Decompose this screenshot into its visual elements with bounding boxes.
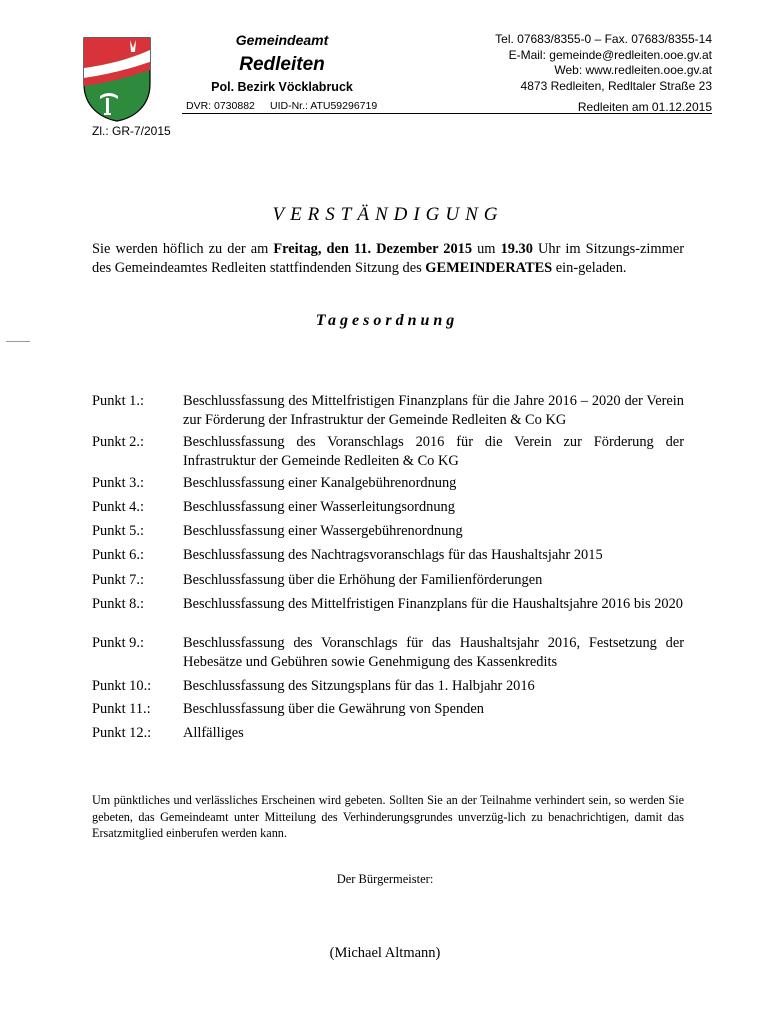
agenda-item (92, 522, 684, 541)
agenda-item-text: Beschlussfassung des Voranschlags 2016 für die Verein zur Förderung der Infrastruktur der Gemeinde Redleiten & Co KG (183, 434, 684, 469)
agenda-item-text: Allfälliges (183, 725, 244, 741)
contact-block (495, 32, 712, 94)
uid-number: UID-Nr.: ATU59296719 (270, 100, 378, 112)
agenda-item-number: Punkt 5.: (92, 523, 144, 539)
agenda-item-number: Punkt 9.: (92, 635, 144, 651)
agenda-item-text: Beschlussfassung einer Wassergebührenordnung (183, 523, 463, 539)
email: E-Mail: gemeinde@redleiten.ooe.gv.at (508, 47, 712, 62)
agenda-item (92, 595, 684, 614)
agenda-item-number: Punkt 1.: (92, 393, 144, 409)
office-district: Pol. Bezirk Vöcklabruck (211, 80, 353, 94)
dvr-number: DVR: 0730882 (186, 100, 255, 112)
agenda-item-number: Punkt 6.: (92, 547, 144, 563)
agenda-item-text: Beschlussfassung des Mittelfristigen Finanzplans für die Haushaltsjahre 2016 bis 2020 (183, 596, 683, 612)
agenda-item (92, 634, 684, 672)
intro-text-1: Sie werden höflich zu der am (92, 241, 274, 257)
agenda-item-text: Beschlussfassung einer Wasserleitungsordnung (183, 499, 455, 515)
agenda-item (92, 677, 684, 696)
agenda-item (92, 546, 684, 565)
website: Web: www.redleiten.ooe.gv.at (554, 63, 712, 77)
phone-fax: Tel. 07683/8355-0 – Fax. 07683/8355-14 (495, 32, 712, 46)
agenda-item (92, 700, 684, 719)
agenda-item-text: Beschlussfassung einer Kanalgebührenordnung (183, 475, 457, 491)
agenda-item (92, 433, 684, 471)
agenda-item-number: Punkt 7.: (92, 572, 144, 588)
reference-number: Zl.: GR-7/2015 (92, 124, 171, 138)
agenda-item-text: Beschlussfassung über die Erhöhung der Familienförderungen (183, 572, 543, 588)
agenda-item (92, 392, 684, 430)
agenda-item (92, 474, 684, 493)
margin-mark (6, 341, 30, 342)
agenda-item-text: Beschlussfassung des Sitzungsplans für das 1. Halbjahr 2016 (183, 678, 535, 694)
meeting-time: 19.30 (500, 241, 533, 257)
attendance-note: Um pünktliches und verlässliches Erscheinen wird gebeten. Sollten Sie an der Teilnahme verhindert sein, so werden Sie gebeten, das Gemeindeamt unter Mitteilung des Verhinderungsgrundes unverzüg-lich zu benachrichtigen, damit das Ersatzmitglied einberufen werden kann. (92, 793, 684, 840)
meeting-date: Freitag, den 11. Dezember 2015 (273, 241, 473, 257)
agenda-item (92, 498, 684, 517)
office-name-line2: Redleiten (239, 54, 325, 75)
intro-paragraph (92, 240, 684, 278)
document-title: VERSTÄNDIGUNG (272, 204, 504, 225)
intro-text-2: um (472, 241, 501, 257)
agenda-item-text: Beschlussfassung des Voranschlags für das Haushaltsjahr 2016, Festsetzung der Hebesätze und Gebühren sowie Genehmigung des Kassenkredits (183, 635, 684, 670)
intro-text-3: Uhr im Sitzungs-zimmer des Gemeindeamtes Redleiten stattfindenden Sitzung des (92, 241, 684, 276)
meeting-body: GEMEINDERATES (425, 260, 553, 276)
agenda-item-number: Punkt 8.: (92, 596, 144, 612)
agenda-item-number: Punkt 4.: (92, 499, 144, 515)
agenda-item-text: Beschlussfassung des Mittelfristigen Finanzplans für die Jahre 2016 – 2020 der Verein zur Förderung der Infrastruktur der Gemeinde Redleiten & Co KG (183, 393, 684, 428)
agenda-item (92, 571, 684, 590)
agenda-item-number: Punkt 12.: (92, 725, 152, 741)
agenda-item-number: Punkt 11.: (92, 701, 151, 717)
agenda-heading: Tagesordnung (315, 312, 459, 329)
intro-text-4: ein-geladen. (552, 260, 627, 276)
agenda-item-number: Punkt 2.: (92, 434, 144, 450)
place-date: Redleiten am 01.12.2015 (577, 100, 712, 114)
agenda-item-text: Beschlussfassung des Nachtragsvoranschlags für das Haushaltsjahr 2015 (183, 547, 603, 563)
agenda-item (92, 724, 684, 743)
signoff-label: Der Bürgermeister: (336, 872, 434, 886)
agenda-item-number: Punkt 3.: (92, 475, 144, 491)
municipal-coat-of-arms (82, 36, 152, 122)
signer-name: (Michael Altmann) (329, 945, 441, 961)
agenda-item-text: Beschlussfassung über die Gewährung von Spenden (183, 701, 484, 717)
agenda-item-number: Punkt 10.: (92, 678, 152, 694)
office-name-line1: Gemeindeamt (235, 32, 329, 48)
address: 4873 Redleiten, Redltaler Straße 23 (520, 78, 712, 93)
